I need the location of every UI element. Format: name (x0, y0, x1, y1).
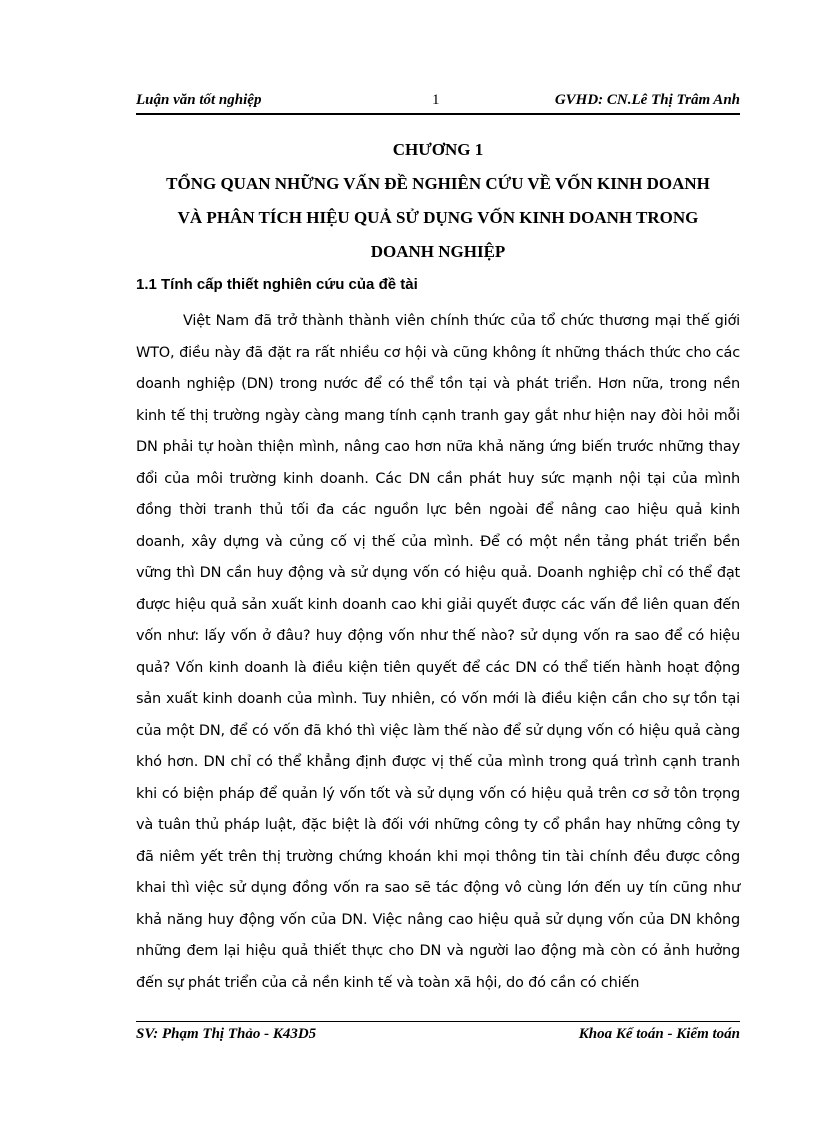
chapter-heading (136, 133, 740, 269)
header-supervisor: GVHD: CN.Lê Thị Trâm Anh (554, 92, 740, 108)
footer-department: Khoa Kế toán - Kiểm toán (578, 1026, 740, 1042)
chapter-number: CHƯƠNG 1 (392, 140, 484, 159)
page-header (136, 91, 740, 115)
section-title: 1.1 Tính cấp thiết nghiên cứu của đề tài (136, 276, 418, 293)
page-footer (136, 1021, 740, 1046)
header-page-number: 1 (432, 92, 440, 108)
header-thesis-label: Luận văn tốt nghiệp (136, 92, 262, 108)
chapter-title-line-1: TỔNG QUAN NHỮNG VẤN ĐỀ NGHIÊN CỨU VỀ VỐN KINH DOANH (166, 174, 710, 193)
chapter-title-line-2: VÀ PHÂN TÍCH HIỆU QUẢ SỬ DỤNG VỐN KINH DOANH TRONG (177, 208, 699, 227)
body-paragraph: Việt Nam đã trở thành thành viên chính thức của tổ chức thương mại thế giới WTO, điều này đã đặt ra rất nhiều cơ hội và cũng không ít những thách thức cho các doanh nghiệp (DN) trong nước để có thể tồn tại và phát triển. Hơn nữa, trong nền kinh tế thị trường ngày càng mang tính cạnh tranh gay gắt như hiện nay đòi hỏi mỗi DN phải tự hoàn thiện mình, nâng cao hơn nữa khả năng ứng biến trước những thay đổi của môi trường kinh doanh. Các DN cần phát huy sức mạnh nội tại của mình đồng thời tranh thủ tối đa các nguồn lực bên ngoài để nâng cao hiệu quả kinh doanh, xây dựng và củng cố vị thế của mình. Để có một nền tảng phát triển bền vững thì DN cần huy động và sử dụng vốn có hiệu quả. Doanh nghiệp chỉ có thể đạt được hiệu quả sản xuất kinh doanh cao khi giải quyết được các vấn đề liên quan đến vốn như: lấy vốn ở đâu? huy động vốn như thế nào? sử dụng vốn ra sao để có hiệu quả? Vốn kinh doanh là điều kiện tiên quyết để các DN có thể tiến hành hoạt động sản xuất kinh doanh của mình. Tuy nhiên, có vốn mới là điều kiện cần cho sự tồn tại của một DN, để có vốn đã khó thì việc làm thế nào để sử dụng vốn có hiệu quả càng khó hơn. DN chỉ có thể khẳng định được vị thế của mình trong quá trình cạnh tranh khi có biện pháp để quản lý vốn tốt và sử dụng vốn có hiệu quả trên cơ sở tôn trọng và tuân thủ pháp luật, đặc biệt là đối với những công ty cổ phần hay những công ty đã niêm yết trên thị trường chứng khoán khi mọi thông tin tài chính đều được công khai thì việc sử dụng đồng vốn ra sao sẽ tác động vô cùng lớn đến uy tín cũng như khả năng huy động vốn của DN. Việc nâng cao hiệu quả sử dụng vốn của DN không những đem lại hiệu quả thiết thực cho DN và người lao động mà còn có ảnh hưởng đến sự phát triển của cả nền kinh tế và toàn xã hội, do đó cần có chiến (136, 313, 740, 991)
chapter-title-line-3: DOANH NGHIỆP (370, 242, 506, 261)
footer-student: SV: Phạm Thị Thảo - K43D5 (136, 1026, 317, 1042)
